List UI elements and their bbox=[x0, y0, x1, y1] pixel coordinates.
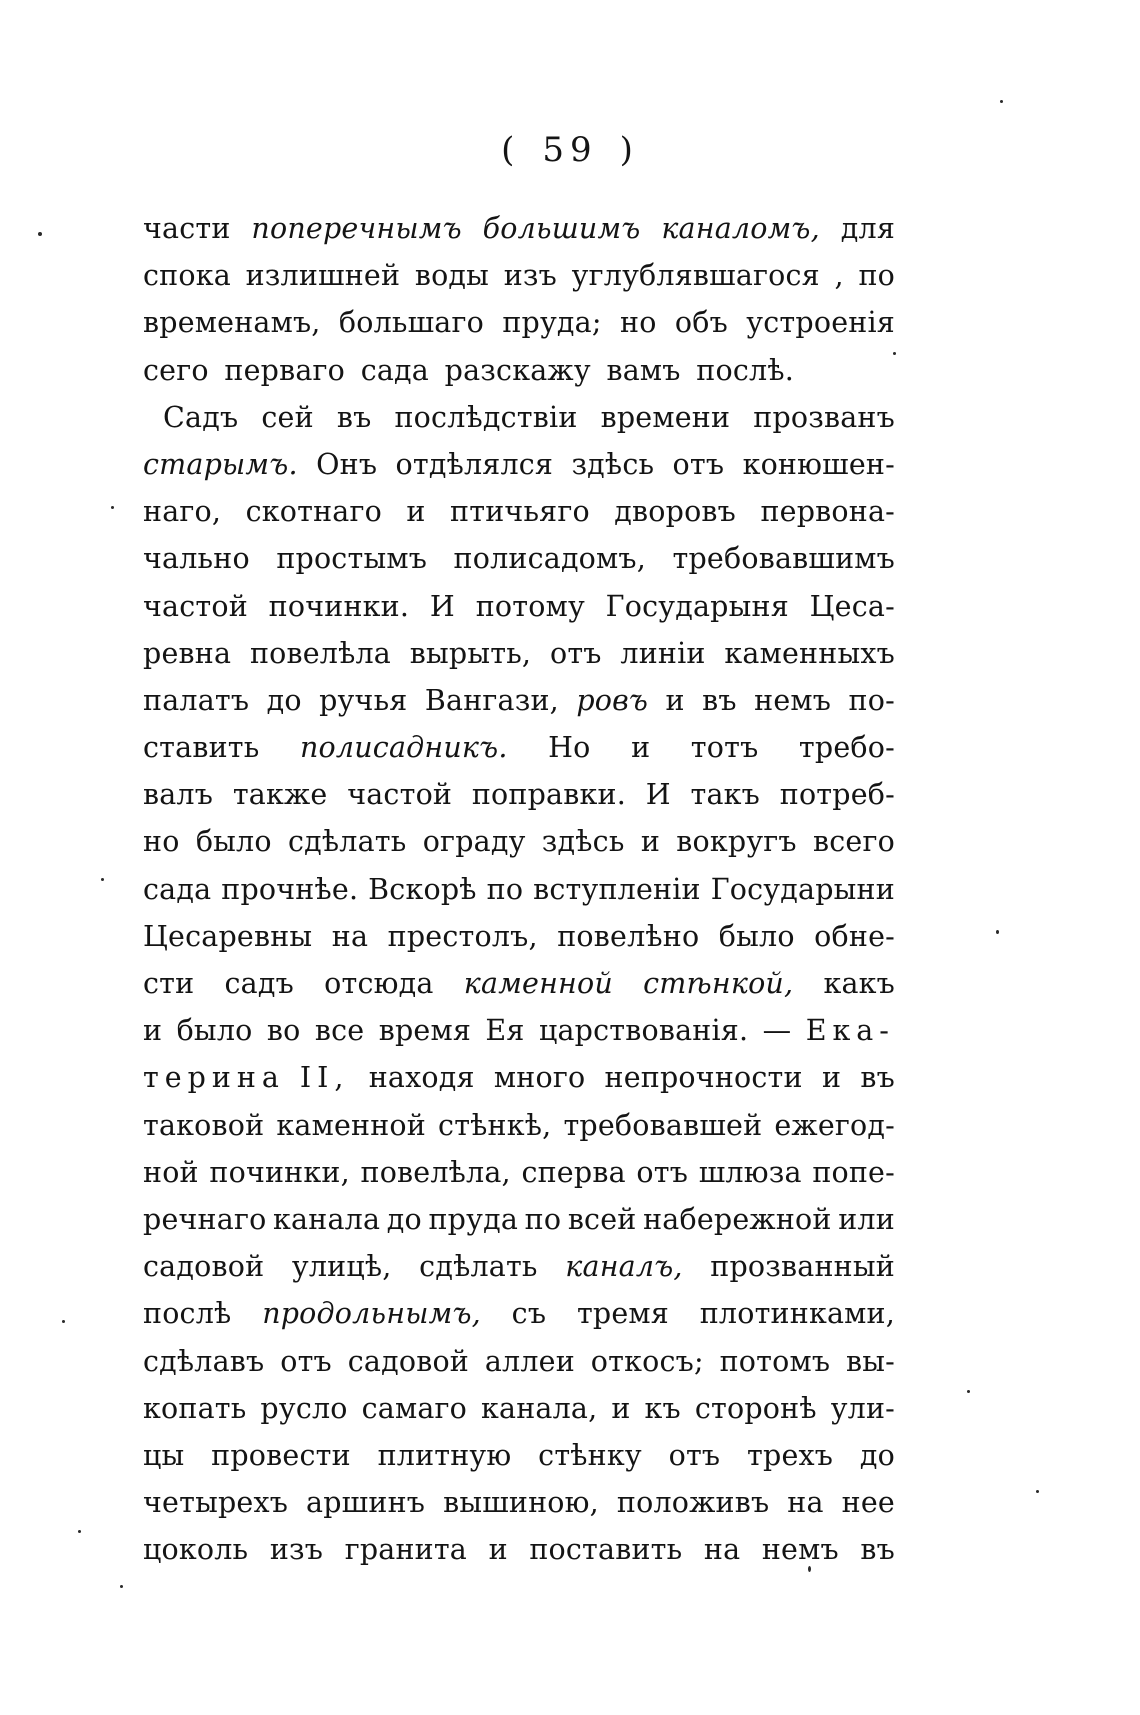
word: Вангази, bbox=[424, 683, 559, 717]
word: или bbox=[838, 1202, 895, 1236]
word: трехъ bbox=[747, 1438, 834, 1472]
scan-speck bbox=[967, 1390, 970, 1393]
word: копать bbox=[143, 1391, 247, 1425]
scan-speck bbox=[62, 1320, 65, 1323]
word: вы- bbox=[846, 1344, 895, 1378]
word: здѣсь bbox=[541, 825, 625, 859]
word: вырыть, bbox=[409, 636, 532, 670]
word: было bbox=[195, 825, 272, 859]
word: наго, bbox=[143, 495, 222, 529]
word: сторонѣ bbox=[694, 1391, 817, 1425]
word: вышиною, bbox=[443, 1486, 599, 1520]
word: царствованія. bbox=[538, 1014, 749, 1048]
word: послѣ bbox=[143, 1297, 232, 1331]
word: и bbox=[821, 1061, 842, 1095]
word: , bbox=[834, 259, 844, 293]
word: вамъ bbox=[606, 353, 681, 387]
word: Цеса- bbox=[809, 589, 895, 623]
word: воды bbox=[414, 259, 490, 293]
word: находя bbox=[368, 1061, 475, 1095]
word: полисадомъ, bbox=[453, 542, 647, 576]
italic-word: каналъ, bbox=[565, 1250, 683, 1284]
word: спока bbox=[143, 259, 231, 293]
word: много bbox=[493, 1061, 586, 1095]
word: устроенія bbox=[746, 306, 895, 340]
word: до bbox=[386, 1202, 422, 1236]
word: садовой bbox=[143, 1250, 265, 1284]
word: положивъ bbox=[616, 1486, 770, 1520]
word: Садъ bbox=[163, 400, 239, 434]
word: требовавшей bbox=[563, 1108, 763, 1142]
scan-speck bbox=[1000, 100, 1003, 103]
word: на bbox=[331, 919, 369, 953]
word: разскажу bbox=[444, 353, 591, 387]
text-line bbox=[143, 1385, 895, 1432]
word: до bbox=[859, 1438, 895, 1472]
scan-speck bbox=[893, 352, 896, 355]
word: и bbox=[640, 825, 661, 859]
word: было bbox=[718, 919, 795, 953]
word: сдѣлавъ bbox=[143, 1344, 265, 1378]
word: вокругъ bbox=[676, 825, 797, 859]
word: частой bbox=[347, 778, 453, 812]
word: Цесаревны bbox=[143, 919, 313, 953]
word: повелѣла bbox=[249, 636, 391, 670]
word: попе- bbox=[812, 1155, 895, 1189]
word: Вскорѣ bbox=[368, 872, 477, 906]
word: большаго bbox=[338, 306, 484, 340]
right-parenthesis: ) bbox=[619, 130, 639, 170]
word: престолъ, bbox=[387, 919, 538, 953]
word: Государыни bbox=[710, 872, 895, 906]
scan-speck bbox=[111, 506, 114, 509]
word: ревна bbox=[143, 636, 232, 670]
word: время bbox=[378, 1014, 472, 1048]
word: требовавшимъ bbox=[672, 542, 895, 576]
scan-speck bbox=[996, 930, 999, 934]
text-line bbox=[143, 1149, 895, 1196]
scan-speck bbox=[38, 232, 42, 236]
word: всего bbox=[813, 825, 895, 859]
word: по- bbox=[848, 683, 895, 717]
word: объ bbox=[674, 306, 728, 340]
italic-word: поперечнымъ bbox=[251, 212, 462, 245]
word: требо- bbox=[798, 731, 895, 765]
text-line bbox=[143, 441, 895, 488]
word: какъ bbox=[823, 967, 895, 1000]
word: починки, bbox=[209, 1155, 350, 1189]
text-line bbox=[143, 488, 895, 535]
text-line bbox=[143, 583, 895, 630]
word: здѣсь bbox=[571, 447, 655, 481]
word: дворовъ bbox=[614, 495, 737, 529]
word: по bbox=[858, 259, 895, 293]
word: садовой bbox=[347, 1344, 469, 1378]
word: въ bbox=[336, 400, 372, 434]
page-number: 59 bbox=[542, 130, 598, 170]
italic-word: большимъ bbox=[482, 212, 641, 245]
word: скотнаго bbox=[245, 495, 382, 529]
word: отъ bbox=[636, 1155, 689, 1189]
word: всей bbox=[567, 1202, 637, 1236]
word: части bbox=[143, 212, 231, 245]
word: немъ bbox=[754, 683, 832, 717]
word: по bbox=[524, 1202, 562, 1236]
word: перваго bbox=[224, 353, 346, 387]
word: валъ bbox=[143, 778, 214, 812]
word: отсюда bbox=[324, 967, 434, 1000]
text-line bbox=[143, 252, 895, 299]
text-line bbox=[143, 1196, 895, 1243]
word: было bbox=[176, 1014, 253, 1048]
word: канала bbox=[273, 1202, 381, 1236]
word: каменной bbox=[276, 1108, 426, 1142]
word: излишней bbox=[245, 259, 401, 293]
word: простымъ bbox=[276, 542, 428, 576]
word: вступленіи bbox=[533, 872, 701, 906]
text-line bbox=[143, 299, 895, 346]
word: отдѣлялся bbox=[395, 447, 554, 481]
word: углублявшагося bbox=[571, 259, 820, 293]
word: таковой bbox=[143, 1108, 265, 1142]
word: Государыня bbox=[605, 589, 789, 623]
word: послѣ. bbox=[696, 353, 794, 387]
italic-word: каменной bbox=[463, 967, 613, 1000]
word: прозванъ bbox=[753, 400, 895, 434]
text-line bbox=[143, 1243, 895, 1290]
word: сего bbox=[143, 353, 209, 387]
word: провести bbox=[211, 1438, 351, 1472]
word: набережной bbox=[643, 1202, 832, 1236]
text-line bbox=[143, 818, 895, 865]
word: цы bbox=[143, 1438, 185, 1472]
word: прочнѣе. bbox=[221, 872, 359, 906]
word: изъ bbox=[503, 259, 558, 293]
text-line bbox=[143, 960, 895, 1007]
text-line bbox=[143, 630, 895, 677]
word: ули- bbox=[830, 1391, 895, 1425]
word: послѣдствіи bbox=[394, 400, 578, 434]
text-line bbox=[143, 1432, 895, 1479]
italic-word: старымъ. bbox=[143, 447, 298, 481]
word: сада bbox=[360, 353, 429, 387]
word: птичьяго bbox=[450, 495, 590, 529]
word: отъ bbox=[672, 447, 725, 481]
word: отъ bbox=[549, 636, 602, 670]
word: палатъ bbox=[143, 683, 250, 717]
word: къ bbox=[644, 1391, 681, 1425]
word: тремя bbox=[576, 1297, 669, 1331]
word: улицѣ, bbox=[291, 1250, 392, 1284]
word: цоколь bbox=[143, 1533, 249, 1567]
word: самаго bbox=[361, 1391, 468, 1425]
word: ручья bbox=[319, 683, 408, 717]
word: ежегод- bbox=[774, 1108, 895, 1142]
scan-speck bbox=[1036, 1490, 1039, 1493]
word: для bbox=[840, 212, 895, 245]
word: но bbox=[143, 825, 180, 859]
word: и bbox=[406, 495, 426, 529]
word: и bbox=[665, 683, 685, 717]
word: но bbox=[620, 306, 657, 340]
word: въ bbox=[702, 683, 737, 717]
text-line bbox=[143, 677, 895, 724]
text-line bbox=[143, 535, 895, 582]
scan-speck bbox=[120, 1585, 123, 1588]
text-line bbox=[143, 866, 895, 913]
text-line bbox=[143, 347, 895, 394]
word: во bbox=[266, 1014, 301, 1048]
scan-speck bbox=[78, 1530, 81, 1533]
word: отъ bbox=[668, 1438, 721, 1472]
word: отъ bbox=[280, 1344, 332, 1378]
text-line bbox=[143, 771, 895, 818]
word: повелѣла, bbox=[360, 1155, 511, 1189]
word: плитную bbox=[377, 1438, 512, 1472]
word: линіи bbox=[620, 636, 706, 670]
word: аршинъ bbox=[306, 1486, 426, 1520]
word: Онъ bbox=[316, 447, 378, 481]
italic-word: продольнымъ, bbox=[262, 1297, 481, 1331]
text-line bbox=[143, 1338, 895, 1385]
word: тотъ bbox=[690, 731, 759, 765]
word: потомъ bbox=[719, 1344, 831, 1378]
word: прозванный bbox=[710, 1250, 895, 1284]
word: каменныхъ bbox=[724, 636, 895, 670]
scan-speck bbox=[101, 878, 104, 881]
word: поставить bbox=[529, 1533, 683, 1567]
word: пруда; bbox=[502, 306, 602, 340]
word: первона- bbox=[760, 495, 895, 529]
word: — bbox=[762, 1014, 792, 1048]
word: пруда bbox=[428, 1202, 519, 1236]
word: потреб- bbox=[779, 778, 895, 812]
text-line bbox=[143, 205, 895, 252]
word: Ея bbox=[485, 1014, 525, 1048]
word: плотинками, bbox=[699, 1297, 895, 1331]
word: починки. bbox=[268, 589, 410, 623]
word: на bbox=[787, 1486, 824, 1520]
word: такъ bbox=[690, 778, 761, 812]
word: въ bbox=[860, 1533, 895, 1567]
italic-word: полисадникъ. bbox=[299, 731, 508, 765]
word: сей bbox=[261, 400, 314, 434]
scan-speck bbox=[808, 1566, 811, 1572]
word: откосъ; bbox=[590, 1344, 704, 1378]
text-line bbox=[143, 1290, 895, 1337]
word: съ bbox=[511, 1297, 547, 1331]
word: по bbox=[486, 872, 524, 906]
text-line bbox=[143, 724, 895, 771]
word: нее bbox=[841, 1486, 895, 1520]
word: немъ bbox=[761, 1533, 839, 1567]
text-line bbox=[143, 394, 895, 441]
word: сти bbox=[143, 967, 195, 1000]
word: канала, bbox=[481, 1391, 598, 1425]
word: шлюза bbox=[698, 1155, 802, 1189]
word: аллеи bbox=[484, 1344, 575, 1378]
word: на bbox=[703, 1533, 741, 1567]
word: до bbox=[266, 683, 302, 717]
text-line bbox=[143, 1479, 895, 1526]
text-line bbox=[143, 1102, 895, 1149]
word: ной bbox=[143, 1155, 199, 1189]
word: и bbox=[143, 1014, 163, 1048]
word: садъ bbox=[224, 967, 294, 1000]
body-text bbox=[143, 205, 895, 1573]
word: русло bbox=[260, 1391, 348, 1425]
word: ограду bbox=[422, 825, 526, 859]
word: и bbox=[488, 1533, 508, 1567]
italic-word: стѣнкой, bbox=[643, 967, 794, 1000]
word: поправки. bbox=[471, 778, 626, 812]
word: сперва bbox=[521, 1155, 626, 1189]
word: чально bbox=[143, 542, 250, 576]
text-line bbox=[143, 1526, 895, 1573]
word: И bbox=[645, 778, 671, 812]
word: стѣнку bbox=[538, 1438, 642, 1472]
word: четырехъ bbox=[143, 1486, 289, 1520]
word: конюшен- bbox=[742, 447, 895, 481]
word: повелѣно bbox=[557, 919, 700, 953]
word: обне- bbox=[814, 919, 895, 953]
word: все bbox=[314, 1014, 365, 1048]
word: стѣнкѣ, bbox=[438, 1108, 552, 1142]
left-parenthesis: ( bbox=[501, 130, 521, 170]
word: въ bbox=[860, 1061, 895, 1095]
word: времени bbox=[600, 400, 731, 434]
word: речнаго bbox=[143, 1202, 267, 1236]
text-line bbox=[143, 1054, 895, 1101]
word: сада bbox=[143, 872, 212, 906]
word: И bbox=[429, 589, 455, 623]
word: ставить bbox=[143, 731, 260, 765]
word: Ека- bbox=[805, 1014, 895, 1048]
word: сдѣлать bbox=[419, 1250, 538, 1284]
word: непрочности bbox=[604, 1061, 803, 1095]
text-line bbox=[143, 913, 895, 960]
word: временамъ, bbox=[143, 306, 321, 340]
italic-word: ровъ bbox=[576, 683, 649, 717]
word: также bbox=[232, 778, 328, 812]
word: Но bbox=[548, 731, 591, 765]
italic-word: каналомъ, bbox=[661, 212, 820, 245]
word: и bbox=[631, 731, 651, 765]
text-line bbox=[143, 1007, 895, 1054]
word: изъ bbox=[269, 1533, 324, 1567]
word: потому bbox=[475, 589, 585, 623]
word: и bbox=[611, 1391, 631, 1425]
page-header bbox=[0, 130, 1140, 170]
word: сдѣлать bbox=[287, 825, 407, 859]
word: частой bbox=[143, 589, 248, 623]
word: терина II, bbox=[143, 1061, 350, 1095]
word: гранита bbox=[344, 1533, 468, 1567]
